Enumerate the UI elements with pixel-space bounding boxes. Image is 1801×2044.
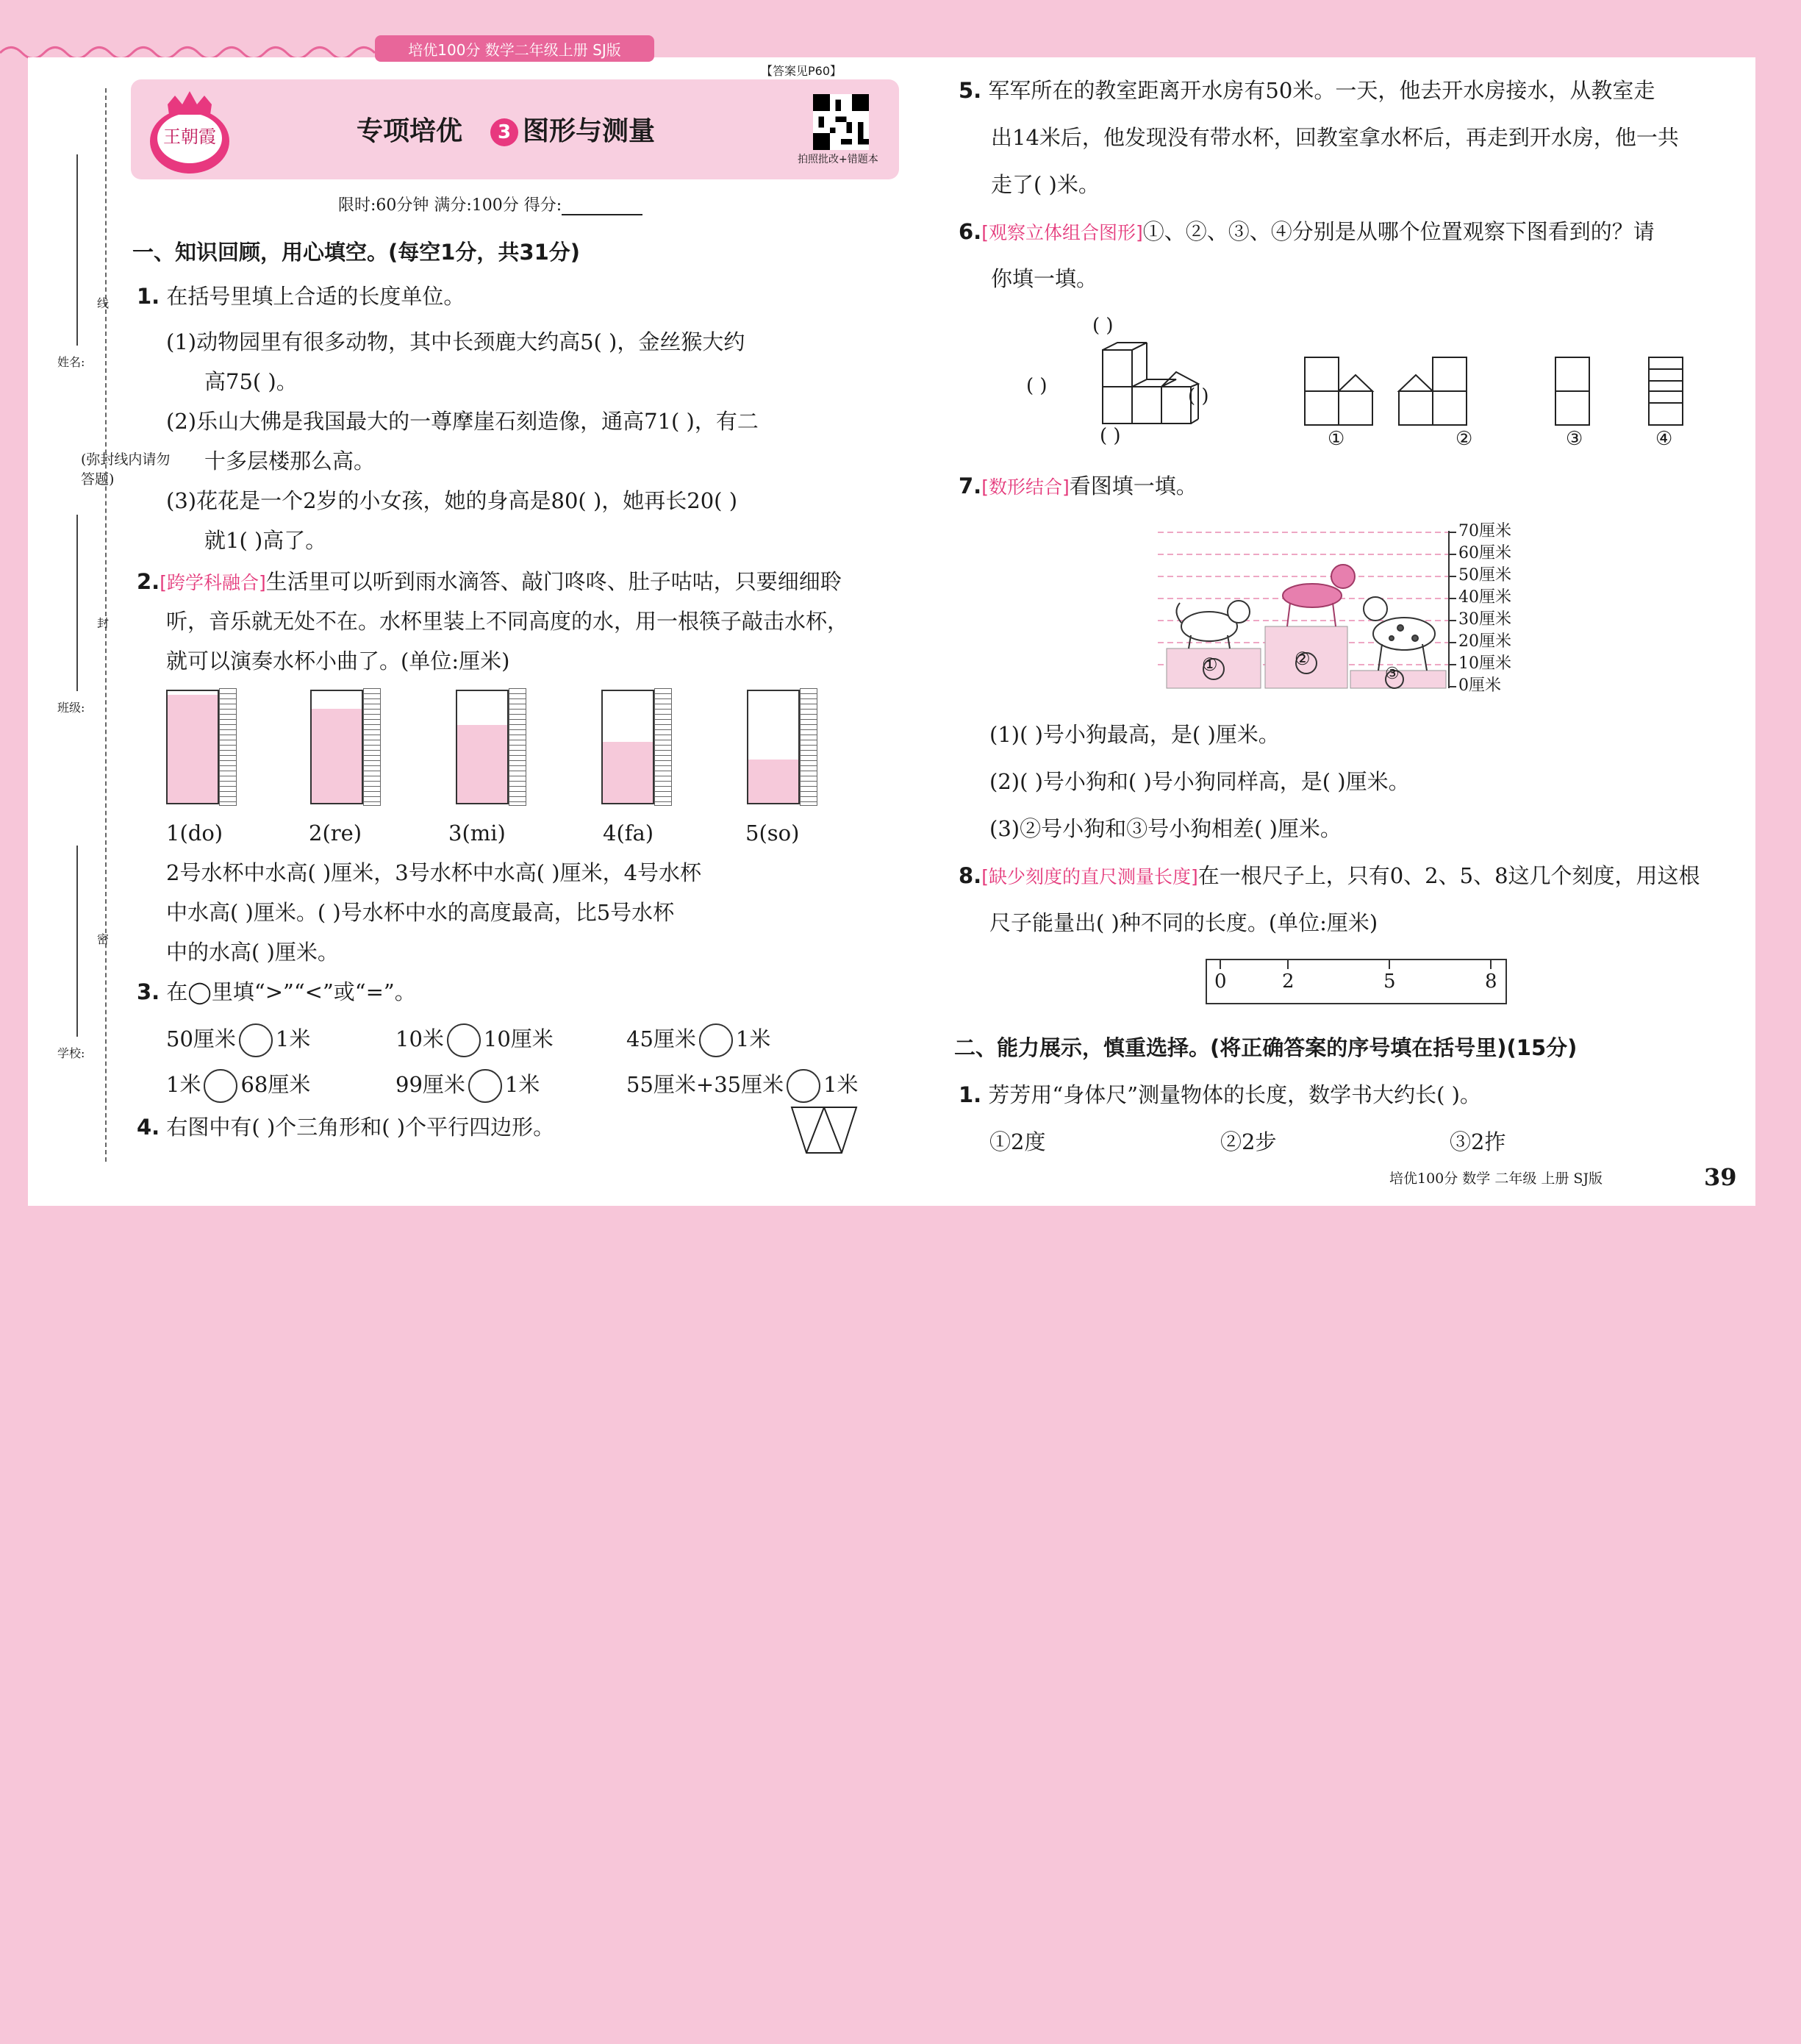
title-prefix: 专项培优: [357, 116, 463, 146]
compare-circle[interactable]: [204, 1069, 237, 1103]
water-level: [603, 742, 653, 803]
water-cup: [310, 690, 363, 804]
mark-seal: 封: [97, 616, 110, 630]
cup-label: 3(mi): [448, 821, 506, 846]
q7-item: (2)( )号小狗和( )号小狗同样高，是( )厘米。: [989, 769, 1410, 794]
school-label: 学校:: [57, 1046, 85, 1060]
q2-line1: [137, 569, 842, 595]
stand-label: ①: [1202, 654, 1218, 675]
q8-line2: 尺子能量出( )种不同的长度。(单位:厘米): [989, 910, 1378, 935]
q2-tag: [跨学科融合]: [160, 572, 266, 593]
class-line[interactable]: [76, 515, 78, 691]
q8-line1: 8.[缺少刻度的直尺测量长度]在一根尺子上，只有0、2、5、8这几个刻度，用这根: [959, 863, 1700, 888]
svg-text:王朝霞: 王朝霞: [163, 126, 216, 147]
compare-circle[interactable]: [787, 1069, 820, 1103]
ruler-scale: [219, 688, 237, 806]
q5-number: 5.: [959, 78, 982, 103]
q1-item: (1)动物园里有很多动物，其中长颈鹿大约高5( )，金丝猴大约: [166, 329, 745, 354]
q7-item: (3)②号小狗和③号小狗相差( )厘米。: [989, 816, 1342, 841]
scale-label: 50厘米: [1458, 566, 1511, 585]
q2-number: 2.: [137, 569, 160, 594]
school-line[interactable]: [76, 846, 78, 1037]
scale-label: 60厘米: [1458, 544, 1511, 562]
q1-text: 在括号里填上合适的长度单位。: [166, 284, 465, 309]
compare-item: 45厘米 1米: [626, 1023, 770, 1057]
no-answer-note: (弥封线内请勿答题): [81, 451, 171, 487]
water-cup: [456, 690, 509, 804]
stand-label: ②: [1295, 648, 1311, 669]
ruler-scale: [654, 688, 672, 806]
q5-line2: 出14米后，他发现没有带水杯，回教室拿水杯后，再走到开水房，他一共: [991, 125, 1679, 150]
water-cup: [747, 690, 800, 804]
choice-option[interactable]: ②2步: [1220, 1129, 1277, 1154]
view-paren-top[interactable]: ( ): [1092, 315, 1114, 337]
view-label: ②: [1456, 428, 1473, 450]
cup-label: 5(so): [745, 821, 800, 846]
q1-item: (2)乐山大佛是我国最大的一尊摩崖石刻造像，通高71( )，有二: [166, 409, 759, 434]
section1-heading: 一、知识回顾，用心填空。(每空1分，共31分): [132, 240, 581, 265]
footer-text: 培优100分 数学 二年级 上册 SJ版: [1389, 1171, 1603, 1187]
q2-line3: 就可以演奏水杯小曲了。(单位:厘米): [166, 648, 510, 673]
mark-close: 密: [97, 932, 110, 946]
ruler-tick-label: 5: [1383, 971, 1396, 993]
view-label: ①: [1328, 428, 1345, 450]
stand-label: ③: [1385, 665, 1400, 683]
q7-number: 7.: [959, 474, 982, 499]
q2-text: 生活里可以听到雨水滴答、敲门咚咚、肚子咕咕，只要细细聆: [265, 569, 842, 594]
q2-answer-line: 中的水高( )厘米。: [166, 940, 339, 965]
water-level: [457, 725, 507, 803]
q2-line2: 听，音乐就无处不在。水杯里装上不同高度的水，用一根筷子敲击水杯，: [166, 609, 849, 634]
scale-label: 30厘米: [1458, 610, 1511, 629]
answer-reference: 【答案见P60】: [761, 64, 842, 78]
water-level: [312, 709, 362, 803]
q3-line: [137, 979, 416, 1005]
class-label: 班级:: [57, 701, 85, 715]
title-name: 图形与测量: [523, 116, 656, 146]
score-blank[interactable]: [562, 198, 642, 215]
choice-option[interactable]: ③2拃: [1450, 1129, 1506, 1154]
q5-line1: 5. 军军所在的教室距离开水房有50米。一天，他去开水房接水，从教室走: [959, 78, 1655, 103]
qr-code-icon[interactable]: [813, 94, 869, 150]
q1-item: (3)花花是一个2岁的小女孩，她的身高是80( )，她再长20( ): [166, 488, 738, 513]
q2-answer-line: 中水高( )厘米。( )号水杯中水的高度最高，比5号水杯: [166, 900, 675, 925]
qr-caption: 拍照批改+错题本: [798, 154, 878, 165]
q3-number: 3.: [137, 979, 160, 1004]
view-paren-left[interactable]: ( ): [1026, 375, 1048, 397]
q6-line1: 6.[观察立体组合图形]①、②、③、④分别是从哪个位置观察下图看到的？请: [959, 219, 1655, 244]
exam-limits: [338, 193, 642, 215]
q1-number: 1.: [137, 284, 160, 309]
compare-circle[interactable]: [447, 1023, 481, 1057]
ruler-scale: [363, 688, 381, 806]
water-level: [168, 695, 218, 803]
compare-circle[interactable]: [239, 1023, 273, 1057]
q4-line: [137, 1115, 554, 1140]
name-label: 姓名:: [57, 355, 85, 369]
q6-number: 6.: [959, 219, 982, 244]
section2-heading: 二、能力展示，慎重选择。(将正确答案的序号填在括号里)(15分): [954, 1035, 1578, 1060]
compare-item: 10米 10厘米: [395, 1023, 554, 1057]
s2-q1-number: 1.: [959, 1082, 982, 1107]
view-figures: [1022, 313, 1713, 453]
shape-figure: [790, 1106, 858, 1154]
scale-label: 70厘米: [1458, 522, 1511, 540]
scale-label: 0厘米: [1458, 676, 1501, 695]
q1-item: 十多层楼那么高。: [204, 449, 376, 474]
series-badge: 培优100分 数学二年级上册 SJ版: [375, 35, 654, 62]
q7-line: 7.[数形结合]看图填一填。: [959, 474, 1197, 499]
ruler-scale: [800, 688, 817, 806]
choice-option[interactable]: ①2度: [989, 1129, 1046, 1154]
page-title: [357, 110, 655, 148]
q6-line2: 你填一填。: [991, 266, 1098, 291]
ruler-tick-label: 8: [1485, 971, 1497, 993]
compare-circle[interactable]: [699, 1023, 733, 1057]
view-paren-right[interactable]: ( ): [1188, 385, 1209, 407]
view-label: ④: [1655, 428, 1673, 450]
page-number: 39: [1704, 1163, 1737, 1191]
cup-label: 4(fa): [603, 821, 654, 846]
q1-line: [137, 284, 465, 310]
q5-line3: 走了( )米。: [991, 172, 1100, 197]
cup-label: 2(re): [309, 821, 362, 846]
scale-label: 10厘米: [1458, 654, 1511, 673]
compare-circle[interactable]: [468, 1069, 502, 1103]
scale-label: 40厘米: [1458, 588, 1511, 607]
compare-item: 99厘米 1米: [395, 1069, 540, 1103]
q4-number: 4.: [137, 1115, 160, 1140]
compare-item: 1米 68厘米: [166, 1069, 310, 1103]
q7-item: (1)( )号小狗最高，是( )厘米。: [989, 722, 1280, 747]
scale-label: 20厘米: [1458, 632, 1511, 651]
q4-text: 右图中有( )个三角形和( )个平行四边形。: [166, 1115, 555, 1140]
water-cup: [601, 690, 654, 804]
ruler-tick-label: 2: [1282, 971, 1295, 993]
mark-line: 线: [97, 296, 110, 310]
ruler-figure: [1206, 959, 1507, 1004]
water-cup: [166, 690, 219, 804]
compare-item: 50厘米 1米: [166, 1023, 310, 1057]
q1-item: 高75( )。: [204, 369, 298, 394]
brand-logo-icon: [146, 82, 234, 178]
title-number-badge: 3: [490, 118, 518, 146]
limits-text: 限时:60分钟 满分:100分 得分:: [338, 196, 562, 215]
cup-label: 1(do): [166, 821, 223, 846]
q2-answer-line: 2号水杯中水高( )厘米，3号水杯中水高( )厘米，4号水杯: [166, 860, 702, 885]
q8-number: 8.: [959, 863, 982, 888]
name-line[interactable]: [76, 154, 78, 346]
water-level: [748, 760, 798, 803]
view-label: ③: [1566, 428, 1583, 450]
q1-item: 就1( )高了。: [204, 528, 327, 553]
ruler-tick-label: 0: [1214, 971, 1227, 993]
q3-text: 在◯里填“>”“<”或“=”。: [166, 979, 416, 1004]
view-paren-bottom[interactable]: ( ): [1100, 425, 1121, 447]
ruler-scale: [509, 688, 526, 806]
s2-q1-line: 1. 芳芳用“身体尺”测量物体的长度，数学书大约长( )。: [959, 1082, 1481, 1107]
compare-item: 55厘米+35厘米 1米: [626, 1069, 859, 1103]
